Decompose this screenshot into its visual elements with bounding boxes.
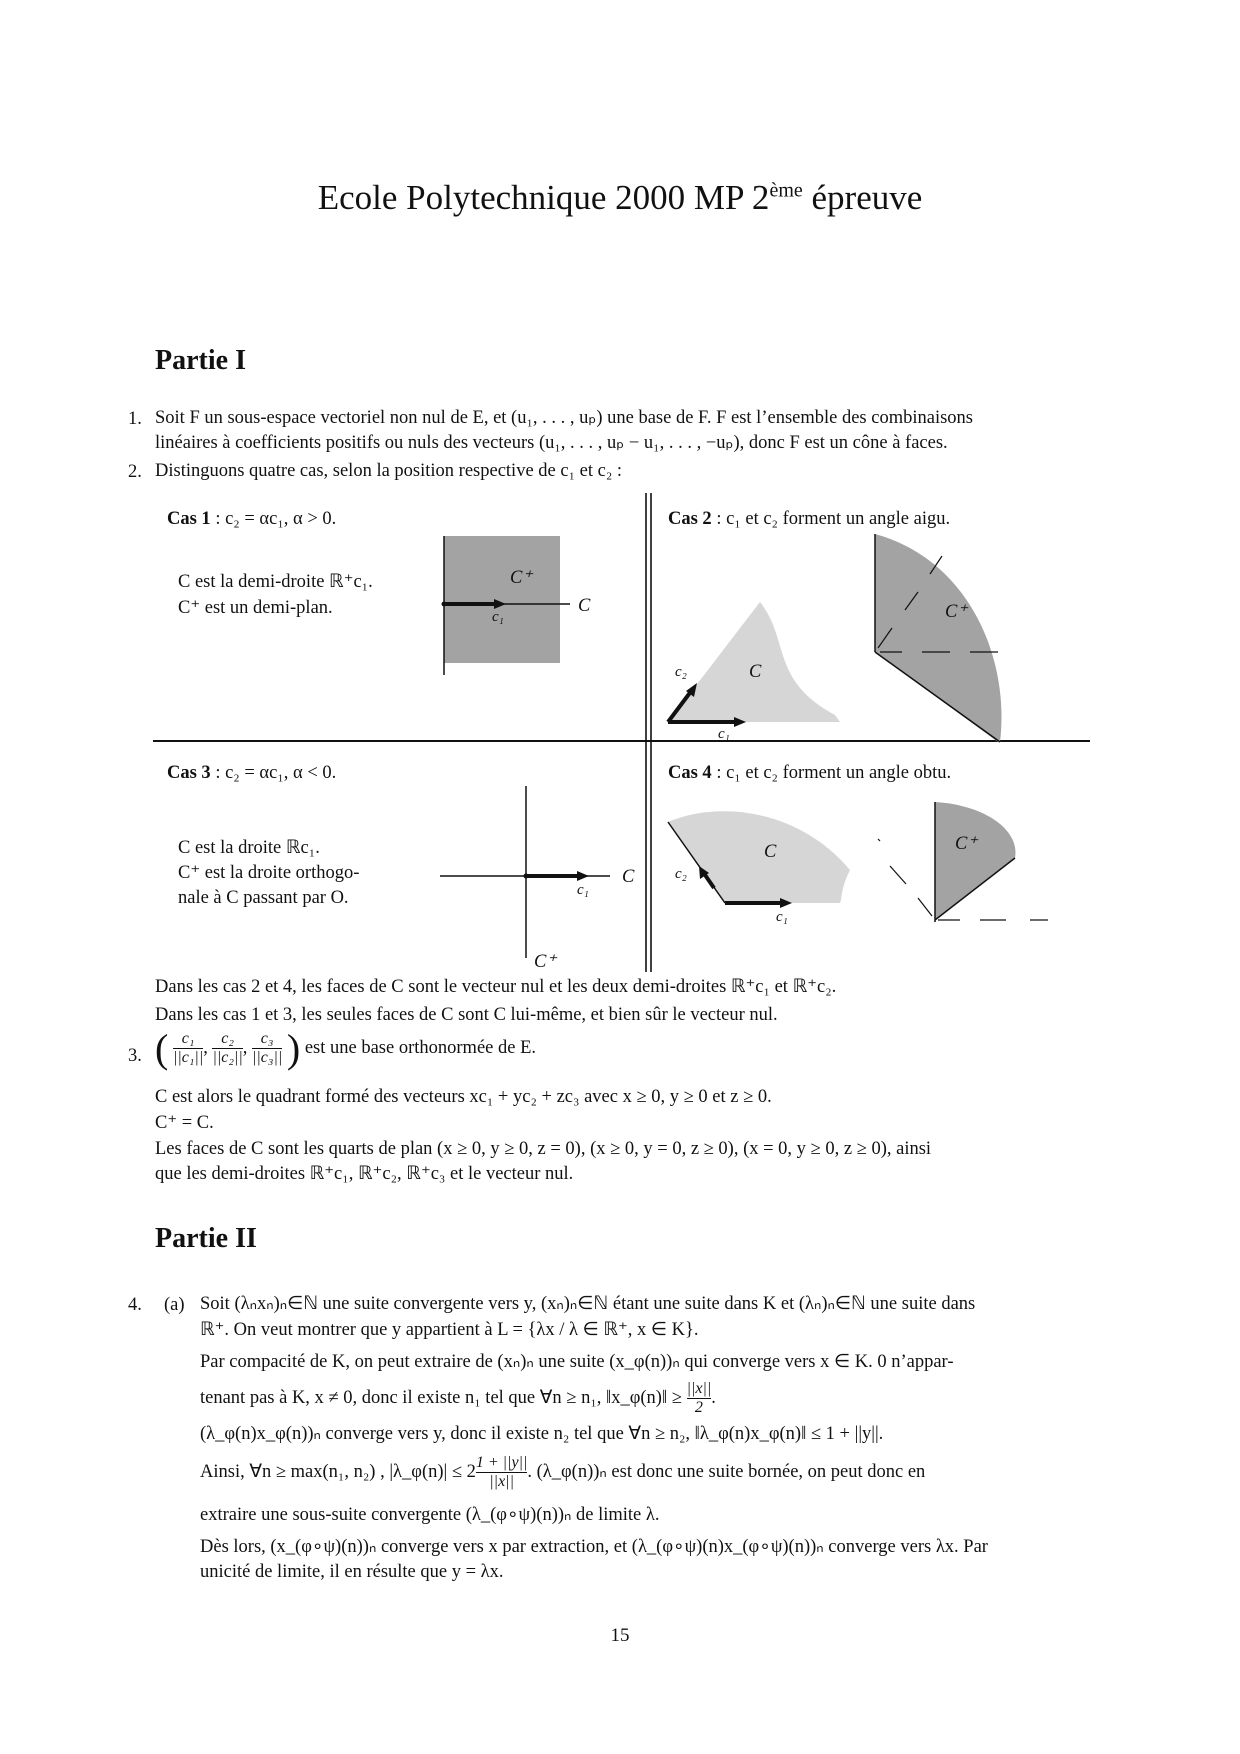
cas1-caption: Cas 1 : c₂ = αc₁, α > 0.	[167, 509, 337, 529]
q4-fraction-bound: $\frac{1 + ||y||}{||x||}$	[475, 1454, 528, 1490]
item-number-4: 4.	[128, 1295, 142, 1315]
cas2-label-c2: c₂	[675, 664, 687, 680]
q3-fraction-1: $\frac{\text{c₁}}{\text{||c₁||}}$	[172, 1030, 204, 1066]
cas3-desc-3: nale à C passant par O.	[178, 888, 349, 908]
q3-line-2: C est alors le quadrant formé des vecteurs xc₁ + yc₂ + zc₃ avec x ≥ 0, y ≥ 0 et z ≥ 0.	[155, 1087, 772, 1107]
q2-line-1: Distinguons quatre cas, selon la position respective de c₁ et c₂ :	[155, 461, 623, 481]
q1-line-1: Soit F un sous-espace vectoriel non nul de E, et (u₁, . . . , uₚ) une base de F. F est l’ensemble des combinaisons	[155, 408, 974, 428]
cas1-cplus-region-top	[444, 536, 560, 663]
q4-line-7: extraire une sous-suite convergente (λ_(φ∘ψ)(n))ₙ de limite λ.	[200, 1505, 660, 1525]
cas4-label-c2: c₂	[675, 866, 687, 882]
item-number-2: 2.	[128, 462, 142, 482]
section-heading-partie-2: Partie II	[155, 1223, 257, 1254]
cas2-label-cplus: C⁺	[945, 602, 968, 622]
cas4-caption: Cas 4 : c₁ et c₂ forment un angle obtu.	[668, 763, 952, 783]
cas4-c-region	[668, 811, 850, 903]
cas3-desc-2: C⁺ est la droite orthogo-	[178, 863, 360, 883]
page-number: 15	[610, 1625, 630, 1646]
item-number-1: 1.	[128, 409, 142, 429]
cas3-label-c: C	[622, 867, 635, 887]
cas2-caption: Cas 2 : c₁ et c₂ forment un angle aigu.	[668, 509, 951, 529]
q3-line-4: Les faces de C sont les quarts de plan (x ≥ 0, y ≥ 0, z = 0), (x ≥ 0, y = 0, z ≥ 0), (x = 0, y ≥ 0, z ≥ 0), ainsi	[155, 1139, 932, 1159]
section-heading-partie-1: Partie I	[155, 345, 246, 376]
cas1-desc-1: C est la demi-droite ℝ⁺c₁.	[178, 572, 373, 592]
item-number-3: 3.	[128, 1046, 142, 1066]
cas1-desc-2: C⁺ est un demi-plan.	[178, 598, 333, 618]
cas3-desc-1: C est la droite ℝc₁.	[178, 838, 320, 858]
cas1-label-c1: c₁	[492, 609, 504, 625]
cas4-cplus-region	[935, 802, 1015, 920]
cas3-caption: Cas 3 : c₂ = αc₁, α < 0.	[167, 763, 337, 783]
q4-fraction-x-over-2: $\frac{||x||}{2}$	[686, 1380, 712, 1416]
q3-line-3: C⁺ = C.	[155, 1113, 214, 1133]
q4-line-4: tenant pas à K, x ≠ 0, donc il existe n₁ tel que ∀n ≥ n₁, ‖x_φ(n)‖ ≥ $\frac{||x||}{2}$ .	[200, 1380, 716, 1416]
q4-line-5: (λ_φ(n)x_φ(n))ₙ converge vers y, donc il existe n₂ tel que ∀n ≥ n₂, ‖λ_φ(n)x_φ(n)‖ ≤ 1 + ||y||.	[200, 1424, 884, 1444]
item-sublabel-a: (a)	[164, 1295, 185, 1315]
cas2-label-c1: c₁	[718, 726, 730, 742]
q3-line-1: ( $\frac{\text{c₁}}{\text{||c₁||}}$ , $\frac{\text{c₂}}{\text{||c₂||}}$ , $\frac{\text{c₃}}{\text{||c₃||}}$ ) est une base orthonormée de E.	[155, 1026, 536, 1071]
q4-line-9: unicité de limite, il en résulte que y = λx.	[200, 1562, 504, 1582]
after-cases-line-1: Dans les cas 2 et 4, les faces de C sont le vecteur nul et les deux demi-droites ℝ⁺c₁ et ℝ⁺c₂.	[155, 977, 837, 997]
cas2-label-c: C	[749, 662, 762, 682]
cas2-cplus-region	[875, 534, 1001, 742]
cas1-label-cplus: C⁺	[510, 568, 533, 588]
q4-line-8: Dès lors, (x_(φ∘ψ)(n))ₙ converge vers x par extraction, et (λ_(φ∘ψ)(n)x_(φ∘ψ)(n))ₙ converge vers λx. Par	[200, 1537, 988, 1557]
page-title: Ecole Polytechnique 2000 MP 2ème épreuve	[317, 178, 923, 217]
q3-fraction-2: $\frac{\text{c₂}}{\text{||c₂||}}$	[212, 1030, 243, 1066]
q4-line-2: ℝ⁺. On veut montrer que y appartient à L = {λx / λ ∈ ℝ⁺, x ∈ K}.	[200, 1320, 699, 1340]
q4-line-6: Ainsi, ∀n ≥ max(n₁, n₂) , |λ_φ(n)| ≤ 2 $\frac{1 + ||y||}{||x||}$ . (λ_φ(n))ₙ est donc une suite bornée, on peut donc en	[200, 1454, 926, 1490]
cas3-label-c1: c₁	[577, 882, 589, 898]
q4-line-3: Par compacité de K, on peut extraire de (xₙ)ₙ une suite (x_φ(n))ₙ qui converge vers x ∈ K. 0 n’appar-	[200, 1352, 954, 1372]
cas4-label-c1: c₁	[776, 909, 788, 925]
q3-line-5: que les demi-droites ℝ⁺c₁, ℝ⁺c₂, ℝ⁺c₃ et le vecteur nul.	[155, 1164, 574, 1184]
q4-line-1: Soit (λₙxₙ)ₙ∈ℕ une suite convergente vers y, (xₙ)ₙ∈ℕ étant une suite dans K et (λₙ)ₙ∈ℕ une suite dans	[200, 1294, 976, 1314]
cas1-label-c: C	[578, 596, 591, 616]
cas1-origin	[442, 602, 447, 607]
cas4-label-c: C	[764, 842, 777, 862]
cas4-label-cplus: C⁺	[955, 834, 978, 854]
after-cases-line-2: Dans les cas 1 et 3, les seules faces de C sont C lui-même, et bien sûr le vecteur nul.	[155, 1005, 778, 1025]
q1-line-2: linéaires à coefficients positifs ou nuls des vecteurs (u₁, . . . , uₚ − u₁, . . . , −uₚ), donc F est un cône à faces.	[155, 433, 948, 453]
cas3-label-cplus: C⁺	[534, 952, 557, 972]
q3-fraction-3: $\frac{\text{c₃}}{\text{||c₃||}}$	[251, 1030, 283, 1066]
